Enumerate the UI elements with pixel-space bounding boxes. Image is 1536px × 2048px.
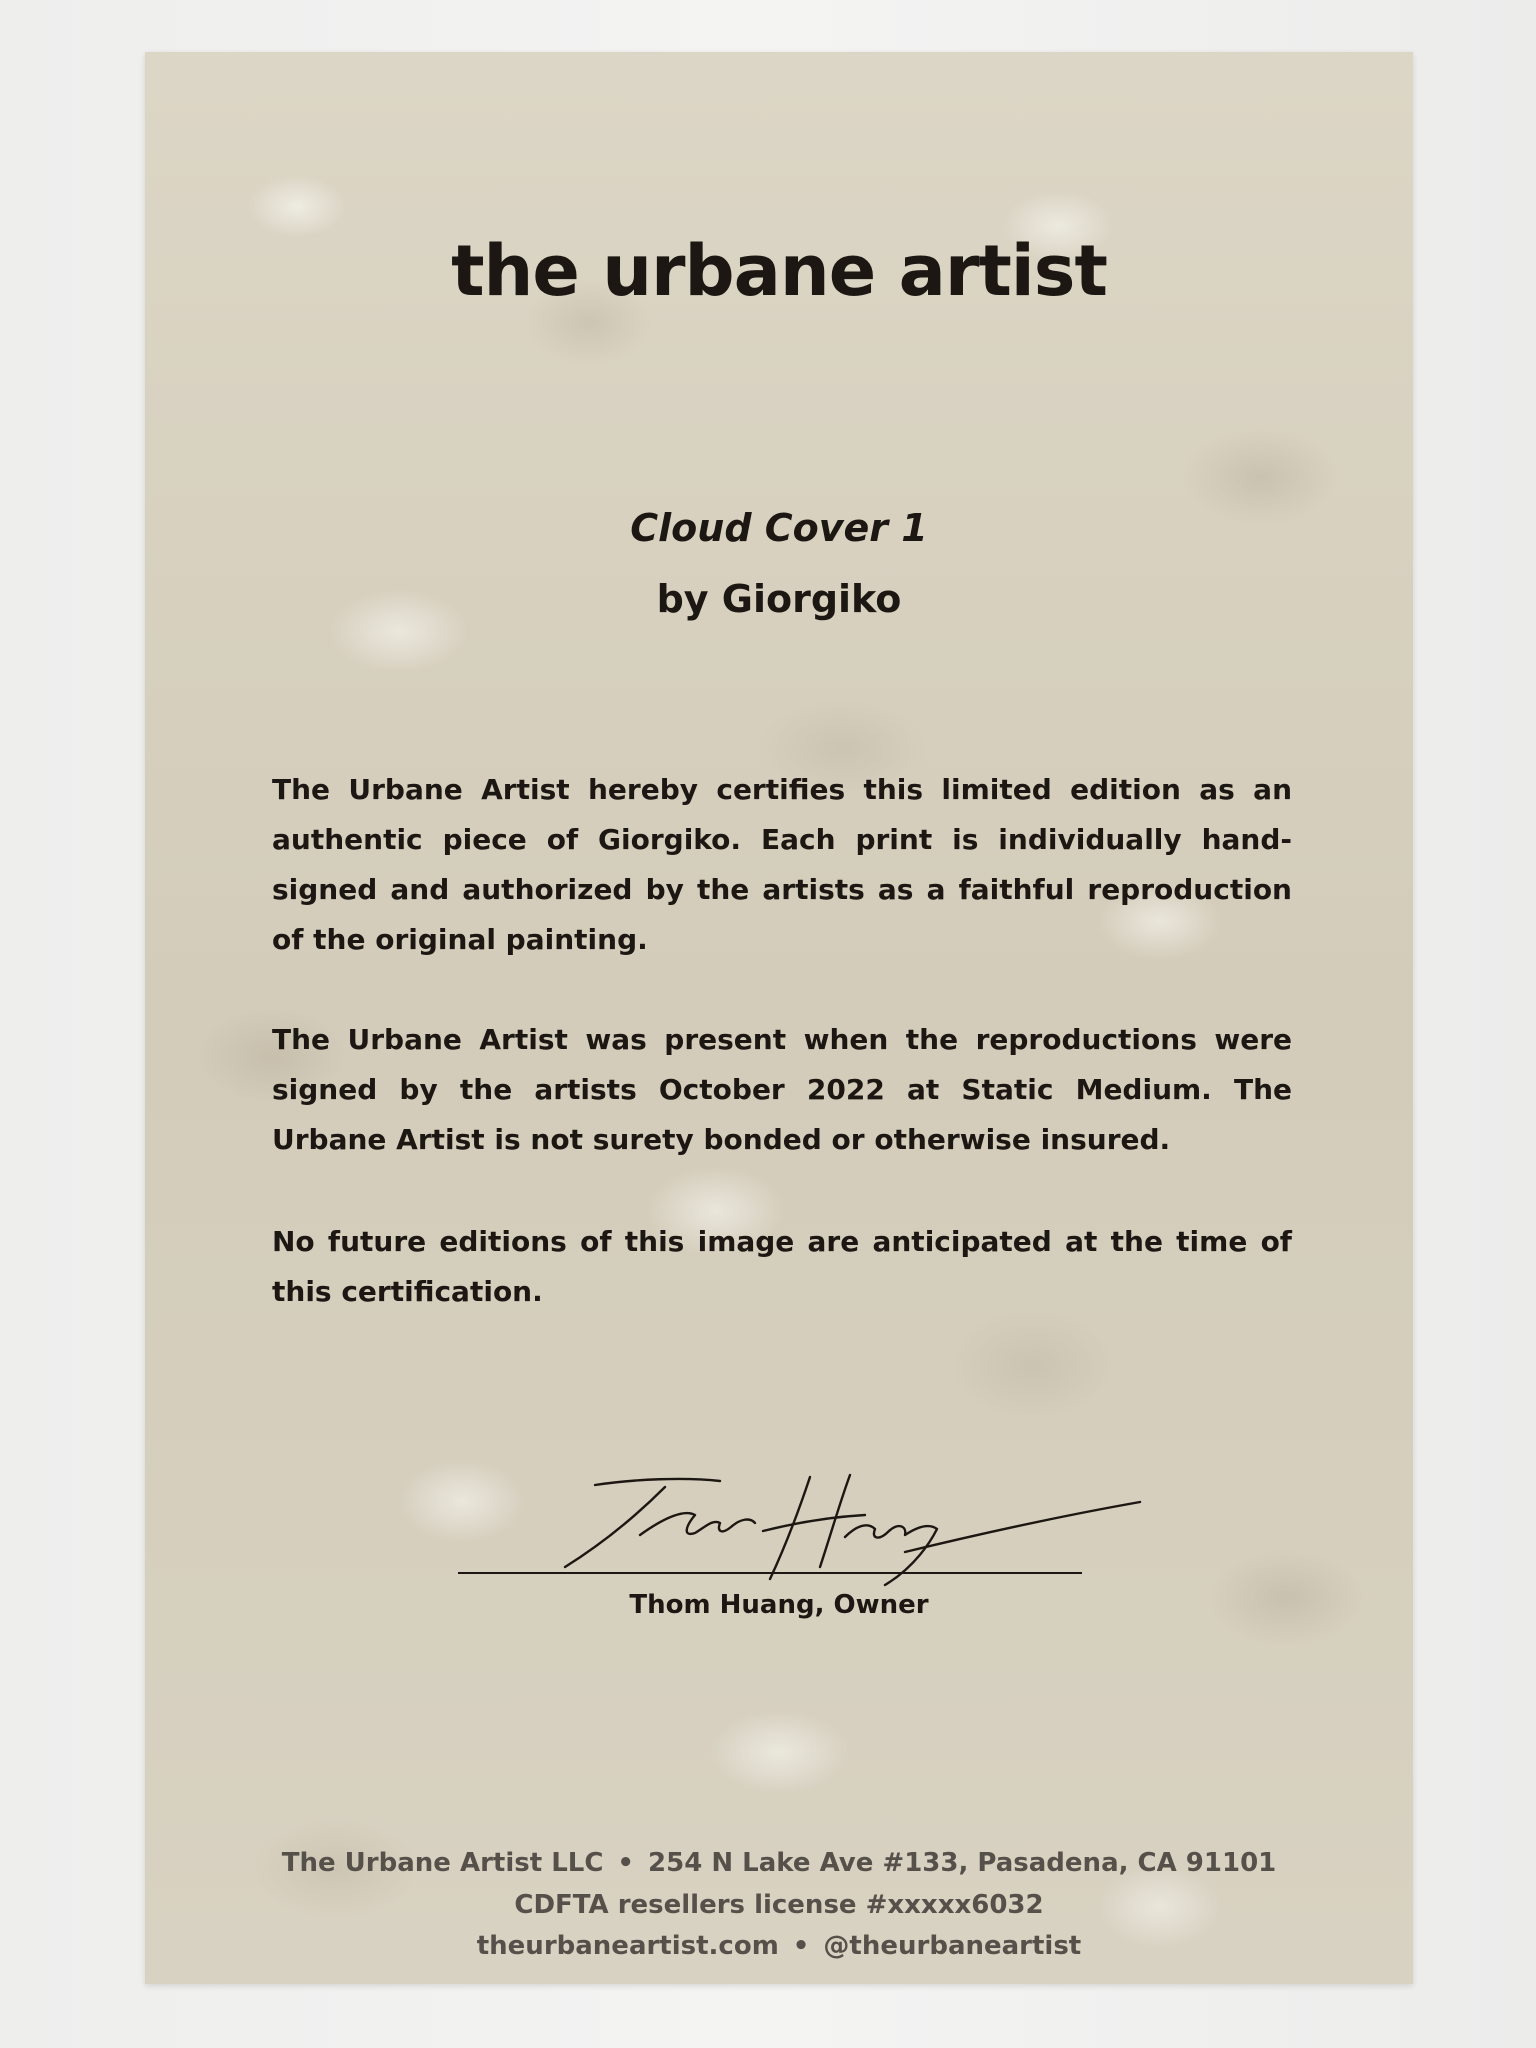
signer-name: Thom Huang, Owner bbox=[629, 1590, 929, 1620]
bullet-separator: • bbox=[617, 1848, 635, 1878]
bullet-separator: • bbox=[792, 1931, 810, 1961]
company-name: The Urbane Artist LLC bbox=[281, 1848, 604, 1878]
certification-paragraph-2: The Urbane Artist was present when the reproductions were signed by the artists October 2022 at Static Medium. The Urbane Artist is not surety bonded or otherwise insured. bbox=[272, 1023, 1292, 1156]
brand-heading: the urbane artist bbox=[451, 230, 1107, 312]
footer-address-line bbox=[145, 1848, 1413, 1878]
certification-paragraph-3: No future editions of this image are anticipated at the time of this certification. bbox=[272, 1225, 1292, 1308]
website-link[interactable]: theurbaneartist.com bbox=[476, 1931, 779, 1961]
license-line: CDFTA resellers license #xxxxx6032 bbox=[514, 1890, 1044, 1920]
social-handle[interactable]: @theurbaneartist bbox=[823, 1931, 1082, 1961]
artwork-title: Cloud Cover 1 bbox=[630, 506, 928, 550]
certification-paragraph-1: The Urbane Artist hereby certifies this limited edition as an authentic piece of Giorgiko. Each print is individually hand-signed and authorized by the artists as a faithful reproduction of the original painting. bbox=[272, 773, 1292, 956]
certificate-card bbox=[145, 52, 1413, 1984]
handwritten-signature bbox=[545, 1457, 1165, 1597]
signature-line bbox=[458, 1572, 1082, 1574]
artist-line: by Giorgiko bbox=[656, 577, 902, 621]
footer-contact-line bbox=[145, 1931, 1413, 1961]
company-address: 254 N Lake Ave #133, Pasadena, CA 91101 bbox=[648, 1848, 1277, 1878]
